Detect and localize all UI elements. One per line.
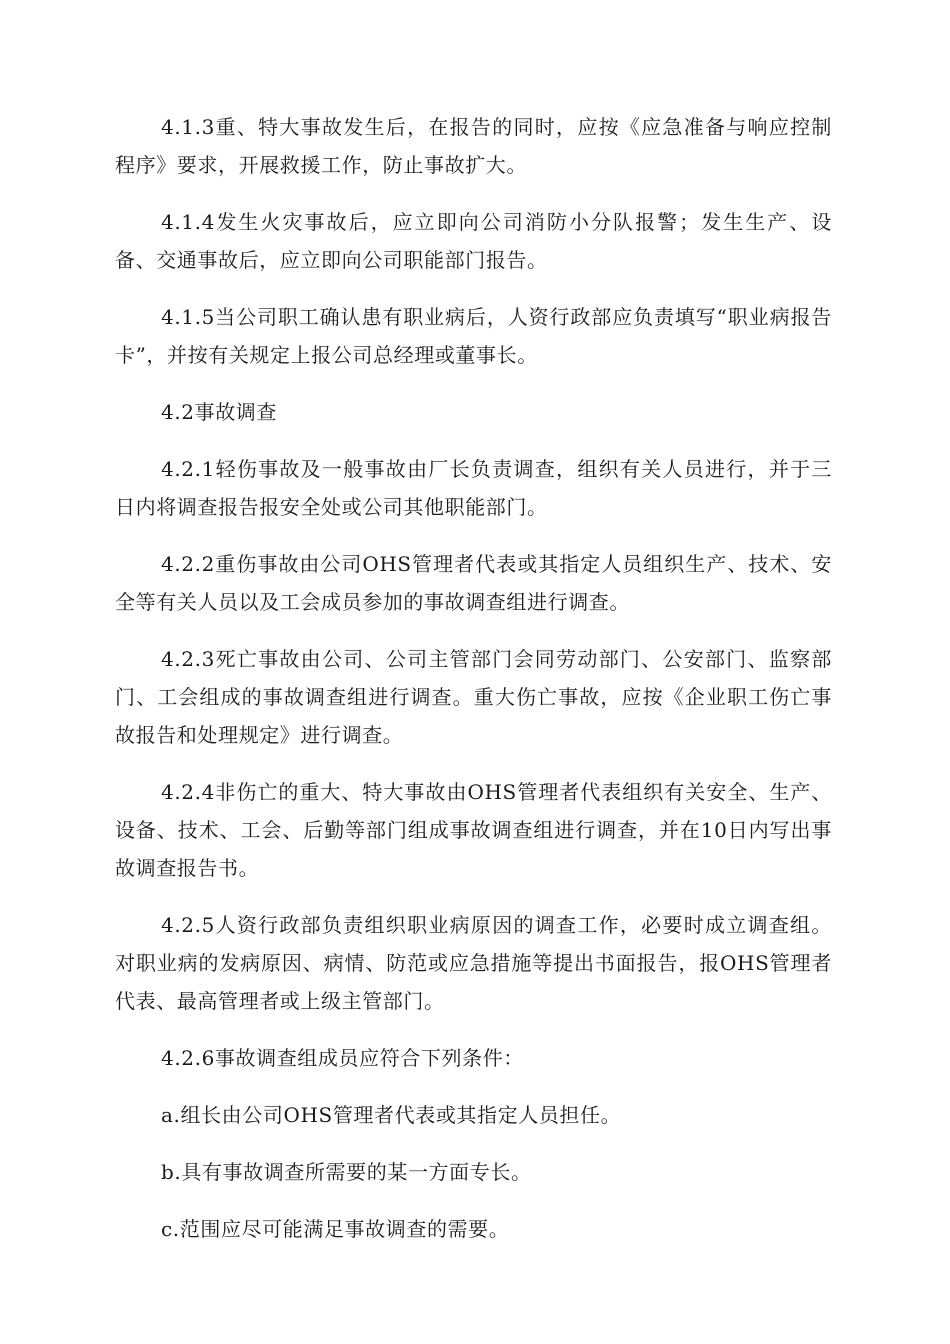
paragraph-4-2-6: 4.2.6事故调查组成员应符合下列条件： [161,1046,524,1070]
paragraph-4-1-3: 4.1.3重、特大事故发生后，在报告的同时，应按《应急准备与响应控制程序》要求，开展救援工作，防止事故扩大。 [115,115,832,177]
paragraph-4-1-5: 4.1.5当公司职工确认患有职业病后，人资行政部应负责填写“职业病报告卡”，并按有关规定上报公司总经理或董事长。 [115,305,832,367]
paragraph-4-1-4: 4.1.4发生火灾事故后，应立即向公司消防小分队报警；发生生产、设备、交通事故后，应立即向公司职能部门报告。 [115,210,832,272]
list-item-c: c.范围应尽可能满足事故调查的需要。 [161,1217,510,1241]
paragraph-4-2-3: 4.2.3死亡事故由公司、公司主管部门会同劳动部门、公安部门、监察部门、工会组成的事故调查组进行调查。重大伤亡事故，应按《企业职工伤亡事故报告和处理规定》进行调查。 [115,647,832,747]
paragraph-4-2-4: 4.2.4非伤亡的重大、特大事故由OHS管理者代表组织有关安全、生产、设备、技术、工会、后勤等部门组成事故调查组进行调查，并在10日内写出事故调查报告书。 [115,780,832,880]
paragraph-4-2-1: 4.2.1轻伤事故及一般事故由厂长负责调查，组织有关人员进行，并于三日内将调查报告报安全处或公司其他职能部门。 [115,457,832,519]
paragraph-4-2-5: 4.2.5人资行政部负责组织职业病原因的调查工作，必要时成立调查组。对职业病的发病原因、病情、防范或应急措施等提出书面报告，报OHS管理者代表、最高管理者或上级主管部门。 [115,913,832,1013]
list-item-a: a.组长由公司OHS管理者代表或其指定人员担任。 [161,1103,622,1127]
list-item-b: b.具有事故调查所需要的某一方面专长。 [161,1160,532,1184]
section-heading-4-2: 4.2事故调查 [161,400,278,424]
paragraph-4-2-2: 4.2.2重伤事故由公司OHS管理者代表或其指定人员组织生产、技术、安全等有关人员以及工会成员参加的事故调查组进行调查。 [115,552,832,614]
